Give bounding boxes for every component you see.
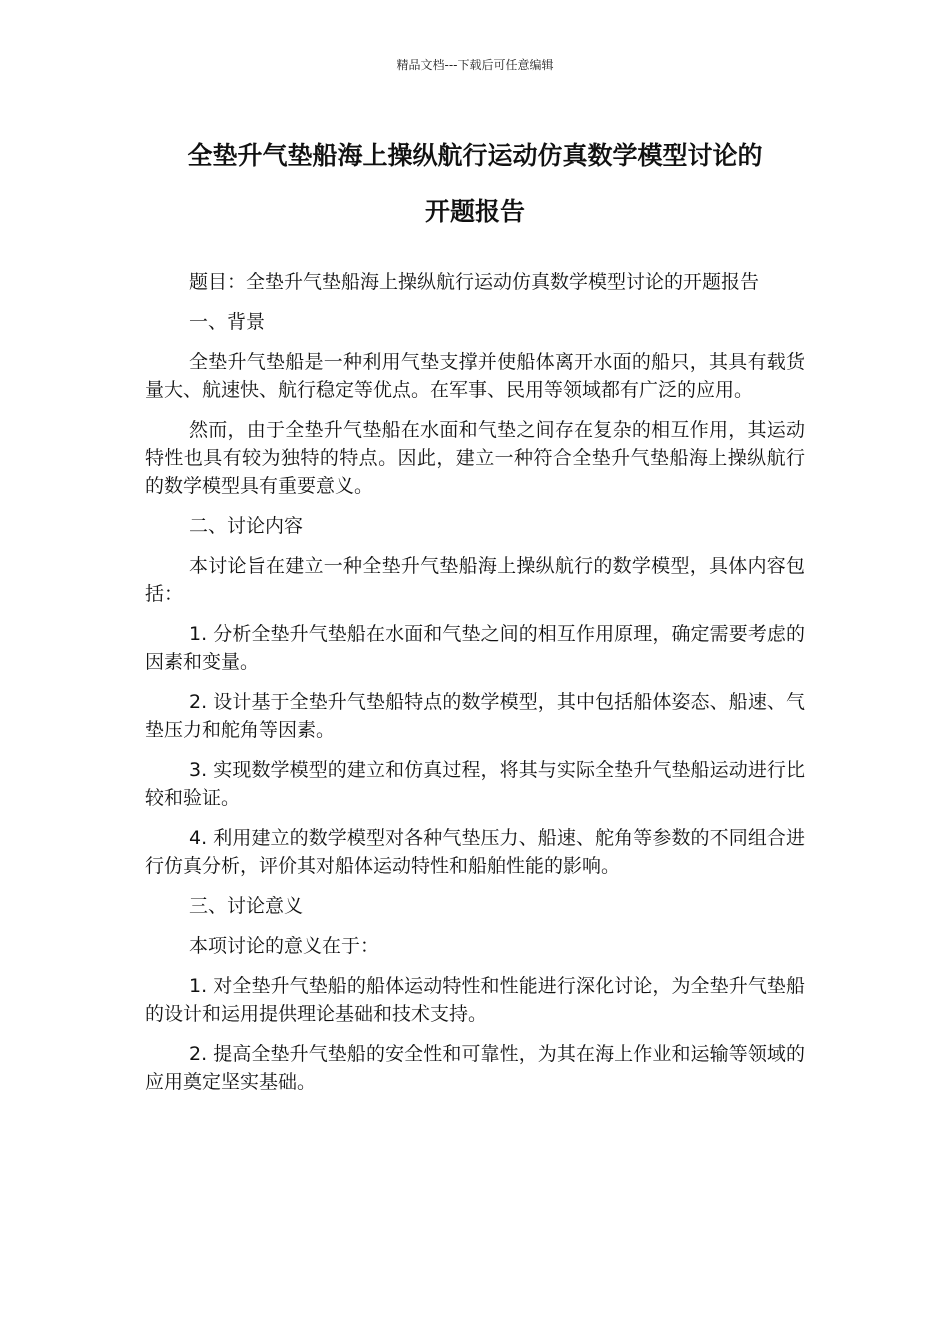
list-item-content-4: 4. 利用建立的数学模型对各种气垫压力、船速、舵角等参数的不同组合进行仿真分析，评价其对船体运动特性和船舶性能的影响。	[145, 827, 805, 877]
paragraph-subject: 题目：全垫升气垫船海上操纵航行运动仿真数学模型讨论的开题报告	[189, 271, 760, 293]
paragraph-background-1: 全垫升气垫船是一种利用气垫支撑并使船体离开水面的船只，其具有载货量大、航速快、航行稳定等优点。在军事、民用等领域都有广泛的应用。	[145, 351, 805, 401]
list-item-significance-2: 2. 提高全垫升气垫船的安全性和可靠性，为其在海上作业和运输等领域的应用奠定坚实基础。	[145, 1043, 805, 1093]
document-body	[145, 268, 805, 1108]
list-item-content-1: 1. 分析全垫升气垫船在水面和气垫之间的相互作用原理，确定需要考虑的因素和变量。	[145, 623, 805, 673]
list-item-content-2: 2. 设计基于全垫升气垫船特点的数学模型，其中包括船体姿态、船速、气垫压力和舵角等因素。	[145, 691, 805, 741]
paragraph-content-intro: 本讨论旨在建立一种全垫升气垫船海上操纵航行的数学模型，具体内容包括：	[145, 555, 805, 605]
list-item-significance-1: 1. 对全垫升气垫船的船体运动特性和性能进行深化讨论，为全垫升气垫船的设计和运用提供理论基础和技术支持。	[145, 975, 805, 1025]
section-heading-content: 二、讨论内容	[189, 515, 304, 537]
header-note: 精品文档---下载后可任意编辑	[396, 58, 554, 72]
paragraph-background-2: 然而，由于全垫升气垫船在水面和气垫之间存在复杂的相互作用，其运动特性也具有较为独特的特点。因此，建立一种符合全垫升气垫船海上操纵航行的数学模型具有重要意义。	[145, 419, 805, 497]
section-heading-background: 一、背景	[189, 311, 266, 333]
section-heading-significance: 三、讨论意义	[189, 895, 304, 917]
document-title	[130, 128, 820, 240]
list-item-content-3: 3. 实现数学模型的建立和仿真过程，将其与实际全垫升气垫船运动进行比较和验证。	[145, 759, 805, 809]
document-title-line-1: 全垫升气垫船海上操纵航行运动仿真数学模型讨论的	[187, 141, 763, 170]
document-title-line-2: 开题报告	[424, 197, 525, 226]
paragraph-significance-intro: 本项讨论的意义在于：	[189, 935, 380, 957]
